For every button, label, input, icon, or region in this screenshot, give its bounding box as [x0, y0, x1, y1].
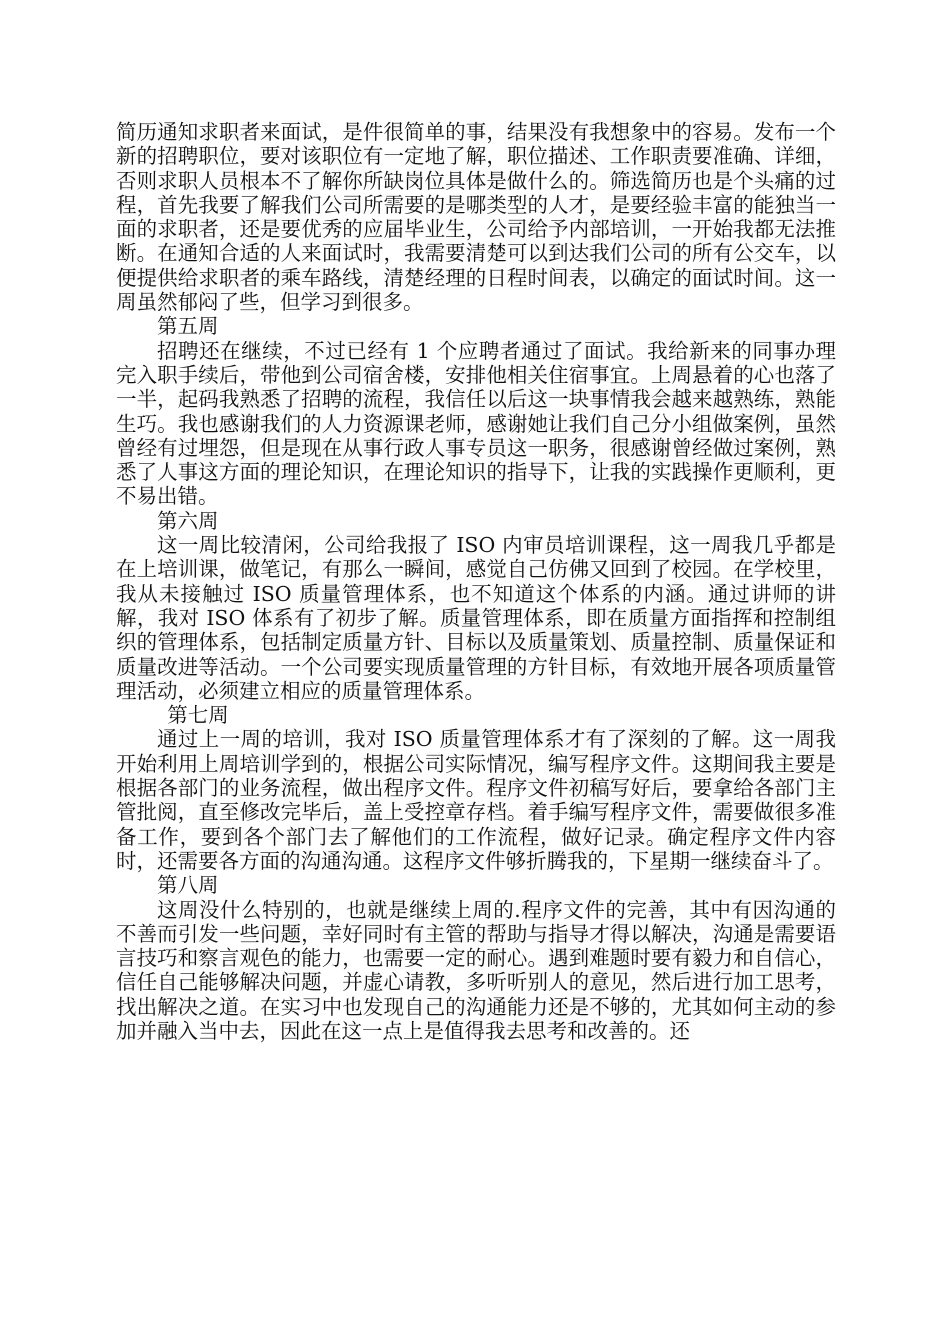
paragraph-week-7: 通过上一周的培训，我对 ISO 质量管理体系才有了深刻的了解。这一周我开始利用上周培训学到的，根据公司实际情况，编写程序文件。这期间我主要是根据各部门的业务流程，做出程序文件。程序文件初稿写好后，要拿给各部门主管批阅，直至修改完毕后，盖上受控章存档。着手编写程序文件，需要做很多准备工作，要到各个部门去了解他们的工作流程，做好记录。确定程序文件内容时，还需要各方面的沟通沟通。这程序文件够折腾我的，下星期一继续奋斗了。 — [116, 727, 836, 873]
paragraph-week-6: 这一周比较清闲，公司给我报了 ISO 内审员培训课程，这一周我几乎都是在上培训课，做笔记，有那么一瞬间，感觉自己仿佛又回到了校园。在学校里，我从未接触过 ISO 质量管理体系，也不知道这个体系的内涵。通过讲师的讲解，我对 ISO 体系有了初步了解。质量管理体系，即在质量方面指挥和控制组织的管理体系，包括制定质量方针、目标以及质量策划、质量控制、质量保证和质量改进等活动。一个公司要实现质量管理的方针目标，有效地开展各项质量管理活动，必须建立相应的质量管理体系。 — [116, 533, 836, 703]
paragraph-week-8: 这周没什么特别的，也就是继续上周的.程序文件的完善，其中有因沟通的不善而引发一些问题，幸好同时有主管的帮助与指导才得以解决，沟通是需要语言技巧和察言观色的能力，也需要一定的耐心。遇到难题时要有毅力和自信心，信任自己能够解决问题，并虚心请教，多听听别人的意见，然后进行加工思考，找出解决之道。在实习中也发现自己的沟通能力还是不够的，尤其如何主动的参加并融入当中去，因此在这一点上是值得我去思考和改善的。还 — [116, 897, 836, 1043]
paragraph-week-5: 招聘还在继续，不过已经有 1 个应聘者通过了面试。我给新来的同事办理完入职手续后，带他到公司宿舍楼，安排他相关住宿事宜。上周悬着的心也落了一半，起码我熟悉了招聘的流程，我信任以后这一块事情我会越来越熟练，熟能生巧。我也感谢我们的人力资源课老师，感谢她让我们自己分小组做案例，虽然曾经有过埋怨，但是现在从事行政人事专员这一职务，很感谢曾经做过案例，熟悉了人事这方面的理论知识，在理论知识的指导下，让我的实践操作更顺利，更不易出错。 — [116, 338, 836, 509]
document-body — [116, 120, 836, 1043]
heading-week-8: 第八周 — [157, 873, 219, 898]
heading-week-5: 第五周 — [157, 314, 219, 339]
heading-week-6: 第六周 — [157, 508, 219, 533]
heading-week-7: 第七周 — [167, 703, 229, 728]
paragraph-intro: 简历通知求职者来面试，是件很简单的事，结果没有我想象中的容易。发布一个新的招聘职位，要对该职位有一定地了解，职位描述、工作职责要准确、详细，否则求职人员根本不了解你所缺岗位具体是做什么的。筛选简历也是个头痛的过程，首先我要了解我们公司所需要的是哪类型的人才，是要经验丰富的能独当一面的求职者，还是要优秀的应届毕业生，公司给予内部培训，一开始我都无法推断。在通知合适的人来面试时，我需要清楚可以到达我们公司的所有公交车，以便提供给求职者的乘车路线，清楚经理的日程时间表，以确定的面试时间。这一周虽然郁闷了些，但学习到很多。 — [116, 120, 836, 315]
